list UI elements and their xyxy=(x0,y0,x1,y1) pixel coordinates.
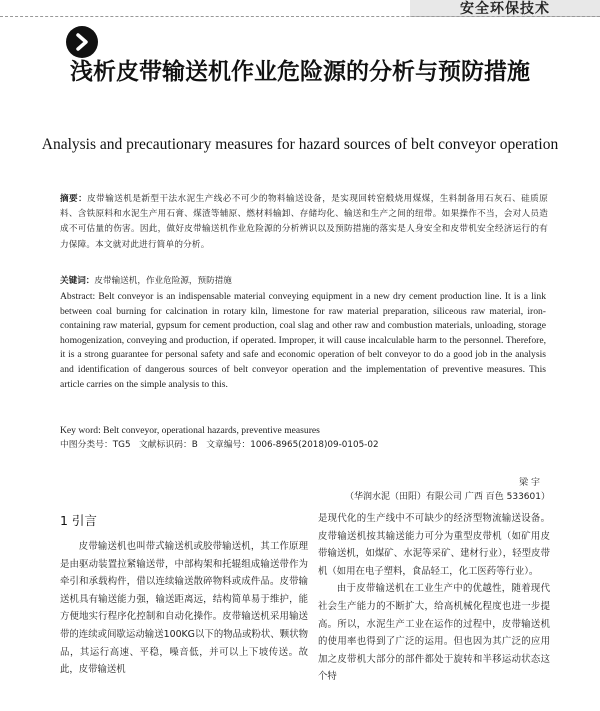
abstract-en-label: Abstract: xyxy=(60,291,96,302)
keywords-cn xyxy=(60,274,548,288)
article-no-label: 文章编号： xyxy=(206,440,251,450)
abstract-en-text: Belt conveyor is an indispensable material conveying equipment in a new dry cement production line. It is a link between coal burning for calcination in rotary kiln, limestone for raw material preparation, siliceous raw material, iron-containing raw material, gypsum for cement production, coal slag and other raw and combustion materials, unloading, storage homogenization, conveying and production, if operated. Improper, it will cause incalculable harm to the personnel. Therefore, it is a strong guarantee for personal safety and safe and economic operation of belt conveyor to do a good job in the analysis and identification of dangerous sources of belt conveyor operation and the implementation of preventive measures. This article carries on the simple analysis to this. xyxy=(60,291,546,390)
keywords-en xyxy=(60,424,546,438)
keywords-en-text: Belt conveyor, operational hazards, preventive measures xyxy=(103,425,320,436)
section-header-bar xyxy=(410,0,600,17)
body-paragraph: 由于皮带输送机在工业生产中的优越性，随着现代社会生产能力的不断扩大，给高机械化程度也进一步提高。所以，水泥生产工业在运作的过程中，皮带输送机的使用率也得到了广泛的运用。但也因为其广泛的应用加之皮带机大部分的部件都处于旋转和半移运动状态这个特 xyxy=(318,583,550,683)
author-affiliation: （华润水泥（田阳）有限公司 广西 百色 533601） xyxy=(345,492,550,502)
classification-line xyxy=(60,438,546,452)
clc-label: 中图分类号： xyxy=(60,440,113,450)
chevron-right-icon xyxy=(72,32,92,52)
author-name: 梁 宇 xyxy=(519,478,540,488)
abstract-cn-text: 皮带输送机是新型干法水泥生产线必不可少的物料输送设备，是实现回转窑煅烧用煤煤，生料制备用石灰石、硅质原料、含铁原料和水泥生产用石膏、煤渣等辅原、燃材料输卸、存储均化、输送和生产之间的纽带。如果操作不当，会对人员造成不可估量的伤害。因此，做好皮带输送机作业危险源的分析辨识以及预防措施的落实是人身安全和皮带机安全经济运行的有力保障。本文就对此进行简单的分析。 xyxy=(60,194,548,250)
chevron-circle-icon xyxy=(66,26,98,58)
article-title-cn: 浅析皮带输送机作业危险源的分析与预防措施 xyxy=(70,59,530,85)
section-label: 安全环保技术 xyxy=(460,1,550,17)
abstract-cn-label: 摘要： xyxy=(60,194,88,204)
article-no-value: 1006-8965(2018)09-0105-02 xyxy=(250,440,379,450)
body-column-left: 皮带输送机也叫带式输送机或胶带输送机，其工作原理是由驱动装置拉紧输送带，中部构架和托辊组成输送带作为牵引和承载构件，借以连续输送散碎物料或成件品。皮带输送机具有输送能力强，输送距离远，结构简单易于维护，能方便地实行程序化控制和自动化操作。皮带输送机采用输送带的连续或间歇运动输送100KG以下的物品或粉状、颗状物品，其运行高速、平稳，噪音低，并可以上下坡传送。故此，皮带输送机 xyxy=(60,541,308,676)
header-divider xyxy=(0,16,600,17)
keywords-cn-text: 皮带输送机，作业危险源，预防措施 xyxy=(94,276,232,286)
abstract-en xyxy=(60,290,546,392)
keywords-cn-label: 关键词： xyxy=(60,276,95,286)
doc-code-value: B xyxy=(191,440,198,450)
section-heading-intro: 1 引言 xyxy=(60,513,97,528)
body-paragraph-continued: 是现代化的生产线中不可缺少的经济型物流输送设备。皮带输送机按其输送能力可分为重型皮带机（如矿用皮带输送机，如煤矿、水泥等采矿、建材行业），轻型皮带机（如用在电子塑料，食品轻工，化工医药等行业）。 xyxy=(318,513,550,577)
clc-value: TG5 xyxy=(112,440,131,450)
body-column-right xyxy=(318,510,550,686)
doc-code-label: 文献标识码： xyxy=(138,440,192,450)
abstract-cn xyxy=(60,192,548,253)
article-title-en: Analysis and precautionary measures for hazard sources of belt conveyor operation xyxy=(41,136,559,153)
keywords-en-label: Key word: xyxy=(60,425,101,436)
